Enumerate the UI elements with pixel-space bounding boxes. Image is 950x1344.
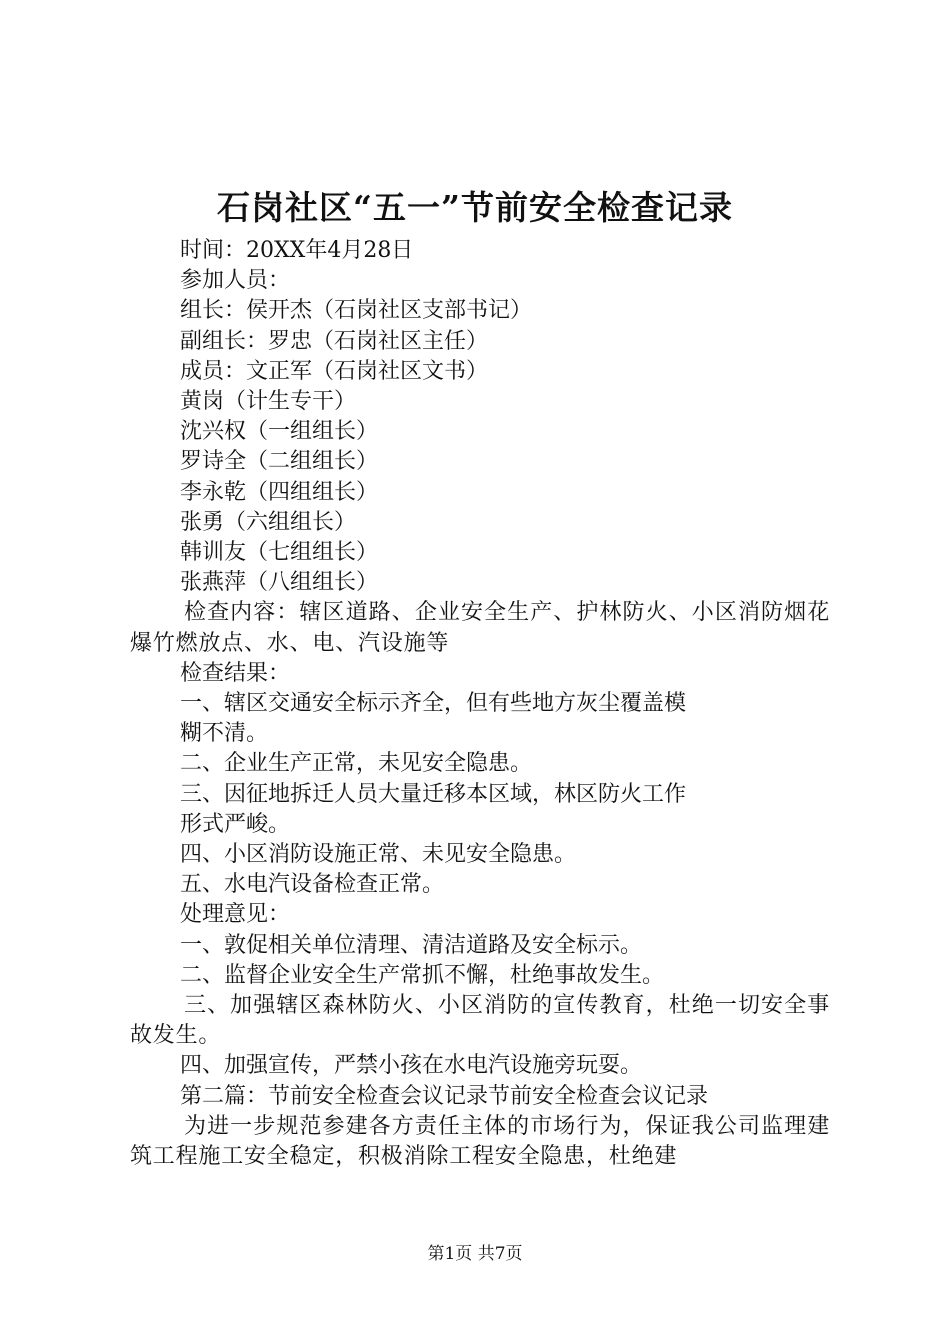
handling-label: 处理意见： (180, 902, 291, 928)
member-line: 沈兴权（一组组长） (180, 419, 379, 445)
document-body (130, 236, 830, 1172)
result-item: 二、企业生产正常，未见安全隐患。 (180, 751, 533, 777)
result-item: 五、水电汽设备检查正常。 (180, 872, 445, 898)
time-line: 时间：20XX年4月28日 (180, 238, 414, 263)
member-line: 罗诗全（二组组长） (180, 449, 379, 475)
result-item: 一、辖区交通安全标示齐全，但有些地方灰尘覆盖模 (180, 691, 687, 717)
member-line: 李永乾（四组组长） (180, 479, 379, 505)
handling-item-paragraph: 三、加强辖区森林防火、小区消防的宣传教育，杜绝一切安全事故发生。 (130, 993, 830, 1049)
member-line: 黄岗（计生专干） (180, 389, 357, 415)
participants-label: 参加人员： (180, 268, 291, 294)
result-item-continuation: 形式严峻。 (180, 811, 291, 837)
part-two-intro-paragraph: 为进一步规范参建各方责任主体的市场行为，保证我公司监理建筑工程施工安全稳定，积极消除工程安全隐患，杜绝建 (130, 1113, 830, 1170)
page-number-footer: 第1页 共7页 (427, 1244, 523, 1264)
result-item: 四、小区消防设施正常、未见安全隐患。 (180, 842, 577, 868)
handling-item: 四、加强宣传，严禁小孩在水电汽设施旁玩耍。 (180, 1053, 643, 1079)
document-title: 石岗社区“五一”节前安全检查记录 (217, 188, 733, 227)
result-item-continuation: 糊不清。 (180, 721, 269, 747)
member-line: 韩训友（七组组长） (180, 540, 379, 566)
member-line: 成员：文正军（石岗社区文书） (180, 358, 489, 384)
leader-line: 组长：侯开杰（石岗社区支部书记） (180, 298, 533, 324)
part-two-heading: 第二篇：节前安全检查会议记录节前安全检查会议记录 (180, 1083, 709, 1109)
inspection-content-paragraph: 检查内容：辖区道路、企业安全生产、护林防火、小区消防烟花爆竹燃放点、水、电、汽设施等 (130, 600, 830, 656)
result-item: 三、因征地拆迁人员大量迁移本区域，林区防火工作 (180, 781, 687, 807)
handling-item: 一、敦促相关单位清理、清洁道路及安全标示。 (180, 932, 643, 958)
handling-item: 二、监督企业安全生产常抓不懈，杜绝事故发生。 (180, 962, 665, 988)
results-label: 检查结果： (180, 660, 291, 686)
member-line: 张燕萍（八组组长） (180, 570, 379, 596)
member-line: 张勇（六组组长） (180, 509, 357, 535)
deputy-leader-line: 副组长：罗忠（石岗社区主任） (180, 328, 489, 354)
